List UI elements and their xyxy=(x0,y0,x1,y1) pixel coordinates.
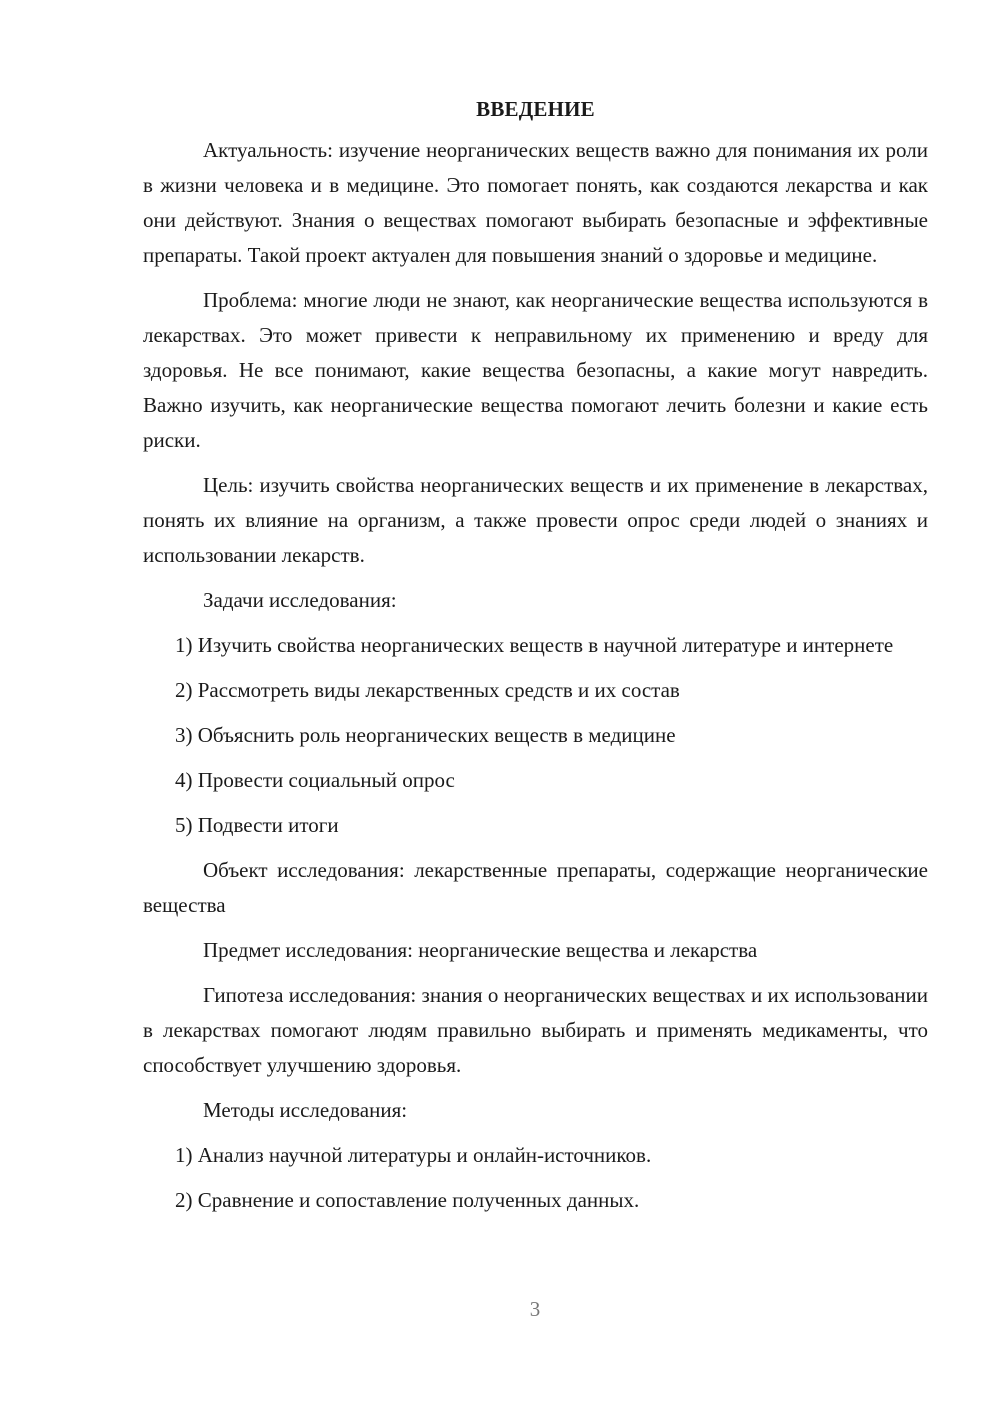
tasks-title: Задачи исследования: xyxy=(203,588,397,612)
task-item: 5) Подвести итоги xyxy=(175,813,339,837)
task-item: 4) Провести социальный опрос xyxy=(175,768,455,792)
subject-paragraph: Предмет исследования: неорганические вещества и лекарства xyxy=(203,938,758,962)
hypothesis-paragraph: Гипотеза исследования: знания о неорганических веществах и их использовании в лекарствах помогают людям правильно выбирать и применять медикаменты, что способствует улучшению здоровья. xyxy=(143,983,928,1077)
problem-paragraph: Проблема: многие люди не знают, как неорганические вещества используются в лекарствах. Это может привести к неправильному их применению и вреду для здоровья. Не все понимают, какие вещества безопасны, а какие могут навредить. Важно изучить, как неорганические вещества помогают лечить болезни и какие есть риски. xyxy=(143,288,928,452)
method-item: 2) Сравнение и сопоставление полученных данных. xyxy=(175,1188,640,1212)
document-page xyxy=(143,92,928,1228)
object-paragraph: Объект исследования: лекарственные препараты, содержащие неорганические вещества xyxy=(143,858,928,917)
task-item: 2) Рассмотреть виды лекарственных средств и их состав xyxy=(175,678,680,702)
methods-title: Методы исследования: xyxy=(203,1098,408,1122)
section-heading: ВВЕДЕНИЕ xyxy=(476,97,595,121)
page-number: 3 xyxy=(529,1297,541,1321)
method-item: 1) Анализ научной литературы и онлайн-источников. xyxy=(175,1143,652,1167)
task-item: 1) Изучить свойства неорганических веществ в научной литературе и интернете xyxy=(175,633,894,657)
task-item: 3) Объяснить роль неорганических веществ в медицине xyxy=(175,723,676,747)
goal-paragraph: Цель: изучить свойства неорганических веществ и их применение в лекарствах, понять их влияние на организм, а также провести опрос среди людей о знаниях и использовании лекарств. xyxy=(143,473,928,567)
relevance-paragraph: Актуальность: изучение неорганических веществ важно для понимания их роли в жизни человека и в медицине. Это помогает понять, как создаются лекарства и как они действуют. Знания о веществах помогают выбирать безопасные и эффективные препараты. Такой проект актуален для повышения знаний о здоровье и медицине. xyxy=(143,138,928,267)
